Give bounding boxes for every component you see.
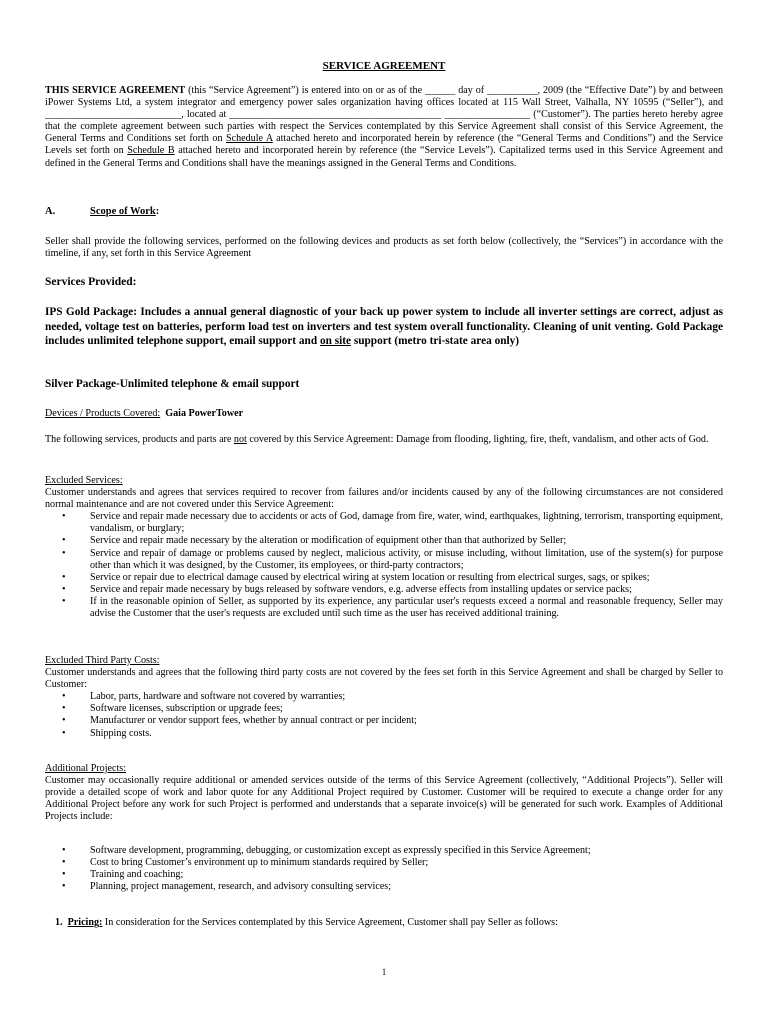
bullet-icon: •	[62, 547, 66, 559]
schedule-a-ref: Schedule A	[226, 133, 273, 145]
list-item	[45, 511, 723, 535]
list-item	[45, 703, 723, 715]
schedule-b-ref: Schedule B	[127, 145, 175, 157]
bullet-icon: •	[62, 691, 66, 703]
devices-label: Devices / Products Covered:	[45, 408, 161, 419]
section-a-colon: :	[155, 206, 160, 217]
bullet-icon: •	[62, 535, 66, 547]
not-covered-paragraph	[45, 434, 723, 446]
list-item	[45, 728, 723, 740]
intro-paragraph	[45, 85, 723, 170]
bullet-icon: •	[62, 869, 66, 881]
list-item-text: Service and repair made necessary due to accidents or acts of God, damage from fire, water, wind, earthquakes, lightning, terrorism, transporting equipment, vandalism, or burglary;	[90, 511, 723, 535]
section-a-title: Scope of Work	[90, 206, 156, 217]
excluded-services-heading: Excluded Services:	[45, 475, 123, 486]
bullet-icon: •	[62, 881, 66, 893]
intro-lead: THIS SERVICE AGREEMENT	[45, 85, 186, 96]
excluded-third-party-heading: Excluded Third Party Costs:	[45, 655, 160, 666]
list-item	[45, 548, 723, 572]
scope-paragraph: Seller shall provide the following services, performed on the following devices and products as set forth below (collectively, the “Services”) in accordance with the timeline, if any, set forth in this Service Agreement	[45, 236, 723, 260]
silver-package: Silver Package-Unlimited telephone & email support	[45, 378, 300, 390]
not-covered-text-1: The following services, products and parts are	[45, 434, 234, 445]
excluded-services-section	[45, 475, 723, 620]
list-item-text: If in the reasonable opinion of Seller, as supported by its experience, any particular user's requests exceed a normal and reasonable frequency, Seller may advise the Customer that the user's requests are excluded until such time as the user has received additional training.	[90, 595, 723, 620]
list-item	[45, 572, 723, 584]
list-item	[45, 535, 723, 547]
excluded-third-party-intro: Customer understands and agrees that the following third party costs are not covered by the fees set forth in this Service Agreement and shall be charged by Seller to Customer:	[45, 667, 723, 691]
bullet-icon: •	[62, 511, 66, 523]
list-item	[45, 869, 723, 881]
pricing-label: Pricing:	[67, 917, 103, 928]
bullet-icon: •	[62, 703, 66, 715]
excluded-third-party-section	[45, 655, 723, 740]
list-item-text: Manufacturer or vendor support fees, whether by annual contract or per incident;	[90, 715, 417, 727]
pricing-number: 1.	[55, 917, 63, 928]
gold-text-1: IPS Gold Package: Includes a annual general diagnostic of your back up power system to include all inverter settings are correct, adjust as needed, voltage test on batteries, perform load test on inverters and test system overall functionality. Cleaning of unit venting. Gold Package includes unlimited telephone support, email support and	[45, 306, 723, 347]
list-item	[45, 584, 723, 596]
gold-package-paragraph	[45, 305, 723, 349]
section-a-heading	[45, 206, 159, 218]
list-item-text: Planning, project management, research, and advisory consulting services;	[90, 881, 392, 893]
additional-projects-intro: Customer may occasionally require additional or amended services outside of the terms of this Service Agreement (collectively, “Additional Projects”). Seller will provide a detailed scope of work and labor quote for any Additional Project required by Customer. Customer will be required to execute a change order for any Additional Project before any work for such Project is performed and understands that a separate invoice(s) will be generated for such work. Examples of Additional Projects include:	[45, 775, 723, 823]
section-a-letter: A.	[45, 206, 56, 217]
services-heading: Services Provided:	[45, 276, 137, 288]
bullet-icon: •	[62, 583, 66, 595]
bullet-icon: •	[62, 727, 66, 739]
pricing-line	[55, 917, 558, 929]
list-item-text: Service or repair due to electrical damage caused by electrical wiring at system location or resulting from electrical surges, sags, or spikes;	[90, 571, 650, 583]
list-item	[45, 715, 723, 727]
list-item-text: Software licenses, subscription or upgrade fees;	[90, 703, 283, 715]
list-item	[45, 596, 723, 620]
list-item-text: Training and coaching;	[90, 869, 184, 881]
list-item	[45, 881, 723, 893]
intro-text-1: (this “Service Agreement”) is entered into on or as of the ______ day of __________, 2009 (the “Effective Date”) by and between iPower Systems Ltd, a system integrator and emergency power sales organization having offices located at 115 Wall Street, Valhalla, NY 10595 (“Seller”), and ___________________________, located at __________________________________________ _________________ (“Customer”). The parties hereto hereby agree that the complete agreement between such parties with respect the Services contemplated by this Service Agreement shall consist of this Service Agreement, the General Terms and Conditions set forth on	[45, 85, 723, 145]
list-item	[45, 691, 723, 703]
bullet-icon: •	[62, 857, 66, 869]
not-covered-emphasis: not	[233, 434, 247, 445]
additional-projects-list	[45, 845, 723, 893]
devices-line	[45, 408, 243, 420]
additional-projects-list-wrap	[45, 845, 723, 893]
bullet-icon: •	[62, 715, 66, 727]
pricing-text: In consideration for the Services contemplated by this Service Agreement, Customer shall pay Seller as follows:	[102, 917, 558, 928]
list-item-text: Service and repair made necessary by bugs released by software vendors, e.g. adverse effects from installing updates or service packs;	[90, 583, 632, 595]
excluded-services-list	[45, 511, 723, 620]
page-number: 1	[381, 967, 387, 977]
list-item	[45, 857, 723, 869]
bullet-icon: •	[62, 595, 66, 607]
list-item-text: Service and repair of damage or problems caused by neglect, malicious activity, or misuse including, without limitation, use of the system(s) for purpose other than which it was designed, by the Customer, its employees, or third-party contractors;	[90, 547, 723, 571]
document-title: SERVICE AGREEMENT	[322, 60, 446, 72]
gold-onsite: on site	[319, 335, 352, 347]
list-item-text: Software development, programming, debugging, or customization except as expressly specified in this Service Agreement;	[90, 845, 591, 856]
additional-projects-heading: Additional Projects:	[45, 763, 127, 774]
list-item-text: Shipping costs.	[90, 727, 152, 739]
list-item-text: Labor, parts, hardware and software not covered by warranties;	[90, 691, 346, 703]
bullet-icon: •	[62, 571, 66, 583]
excluded-third-party-list	[45, 691, 723, 739]
not-covered-text-2: covered by this Service Agreement: Damage from flooding, lighting, fire, theft, vandalism, and other acts of God.	[246, 434, 709, 445]
list-item	[45, 845, 723, 857]
list-item-text: Cost to bring Customer’s environment up to minimum standards required by Seller;	[90, 857, 429, 869]
intro-text-3: attached hereto and incorporated herein by reference (the “Service Levels”). Capitalized terms used in this Service Agreement and defined in the General Terms and Conditions shall have the meanings assigned in the General Terms and Conditions.	[45, 145, 723, 169]
bullet-icon: •	[62, 845, 66, 856]
gold-text-2: support (metro tri-state area only)	[351, 335, 520, 347]
list-item-text: Service and repair made necessary by the alteration or modification of equipment other than that authorized by Seller;	[90, 535, 567, 547]
devices-value: Gaia PowerTower	[165, 408, 244, 419]
excluded-services-intro: Customer understands and agrees that services required to recover from failures and/or incidents caused by any of the following circumstances are not considered normal maintenance and are not covered under this Service Agreement:	[45, 487, 723, 511]
additional-projects-section	[45, 763, 723, 823]
intro-text-2: attached hereto and incorporated herein by reference (the “General Terms and Conditions”) and the Service Levels set forth on	[45, 133, 723, 157]
